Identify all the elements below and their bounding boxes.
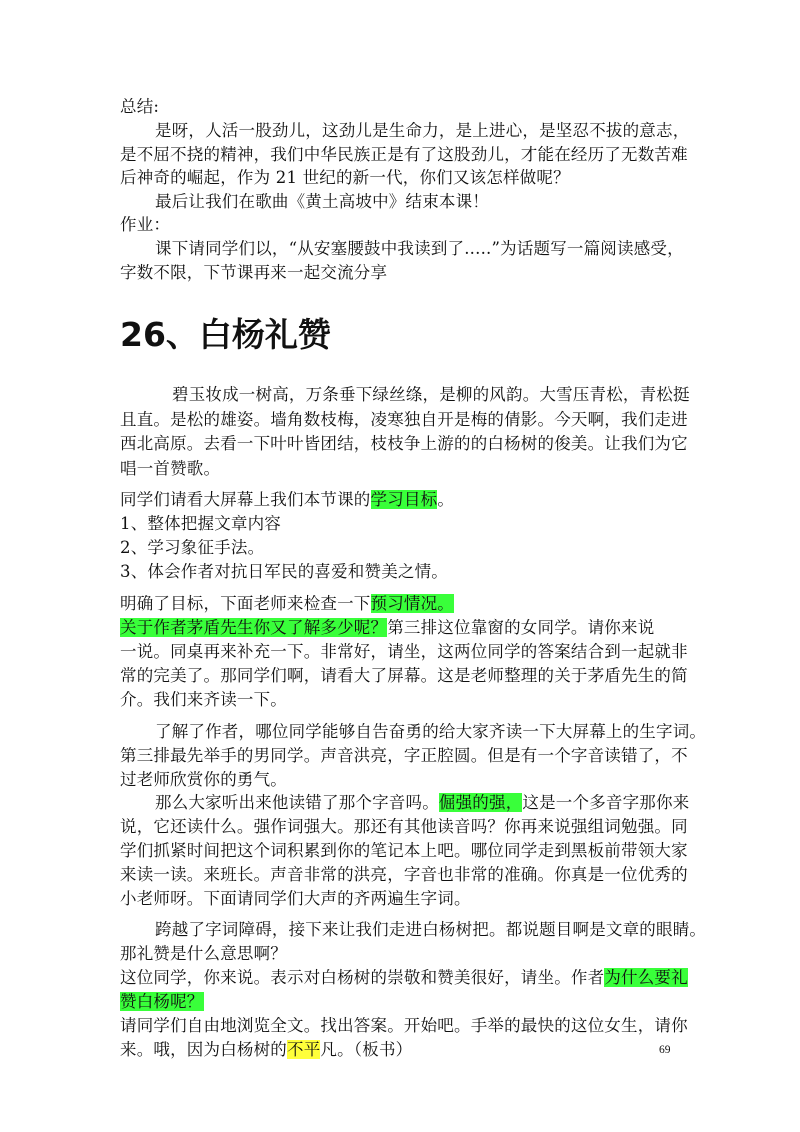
answer-line — [120, 966, 688, 990]
summary-line: 是不屈不挠的精神，我们中华民族正是有了这股劲儿，才能在经历了无数苦难 — [120, 145, 688, 164]
highlight-extraordinary: 不平 — [287, 1040, 321, 1059]
author-line: 常的完美了。那同学们啊，请看大了屏幕。这是老师整理的关于茅盾先生的简 — [120, 666, 688, 685]
reading-line: 来读一读。来班长。声音非常的洪亮，字音也非常的准确。你真是一位优秀的 — [120, 865, 688, 884]
reading-line: 小老师呀。下面请同学们大声的齐两遍生字词。 — [120, 889, 471, 908]
goals-intro-text: 同学们请看大屏幕上我们本节课的 — [120, 490, 371, 509]
cross-line: 跨越了字词障碍，接下来让我们走进白杨树把。都说题目啊是文章的眼睛。 — [155, 920, 707, 939]
reading-line: 说，它还读什么。强作词强大。那还有其他读音吗？你再来说强组词勉强。同 — [120, 817, 688, 836]
words-line: 第三排最先举手的男同学。声音洪亮，字正腔圆。但是有一个字音读错了，不 — [120, 746, 688, 765]
summary-heading: 总结: — [120, 97, 160, 116]
homework-heading: 作业： — [120, 215, 171, 234]
author-question-text: 第三排这位靠窗的女同学。请你来说 — [387, 618, 655, 637]
read2-line — [120, 1038, 412, 1062]
goal-item: 2、学习象征手法。 — [120, 538, 265, 557]
intro-line: 唱一首赞歌。 — [120, 459, 221, 478]
reading-text: 那么大家听出来他读错了那个字音吗。 — [155, 793, 439, 812]
intro-line: 且直。是松的雄姿。墙角数枝梅，凌寒独自开是梅的倩影。今天啊，我们走进 — [120, 410, 688, 429]
cross-line: 那礼赞是什么意思啊？ — [120, 944, 287, 963]
lesson-title: 26、白杨礼赞 — [120, 315, 331, 354]
reading-text-end: 这是一个多音字那你来 — [522, 793, 690, 812]
summary-line: 最后让我们在歌曲《黄土高坡中》结束本课！ — [155, 192, 489, 211]
highlight-preview: 预习情况。 — [370, 594, 454, 613]
goals-intro — [120, 488, 454, 512]
goals-intro-end: 。 — [437, 490, 455, 509]
author-line: 一说。同桌再来补充一下。非常好，请坐，这两位同学的答案结合到一起就非 — [120, 642, 688, 661]
preview-text: 明确了目标，下面老师来检查一下 — [120, 594, 371, 613]
page-number: 69 — [659, 1044, 671, 1056]
answer-text: 这位同学，你来说。表示对白杨树的崇敬和赞美很好，请坐。作者 — [120, 968, 605, 987]
answer-line — [120, 990, 204, 1014]
highlight-author-question: 关于作者茅盾先生你又了解多少呢？ — [120, 618, 388, 637]
goal-item: 1、整体把握文章内容 — [120, 514, 281, 533]
intro-line: 西北高原。去看一下叶叶皆团结，枝枝争上游的的白杨树的俊美。让我们为它 — [120, 434, 688, 453]
read2-line: 请同学们自由地浏览全文。找出答案。开始吧。手举的最快的这位女生，请你 — [120, 1016, 688, 1035]
preview-line — [120, 592, 454, 616]
reading-line: 学们抓紧时间把这个词积累到你的笔记本上吧。哪位同学走到黑板前带领大家 — [120, 841, 688, 860]
read2-text: 来。哦，因为白杨树的 — [120, 1040, 287, 1059]
highlight-juejiang: 倔强的强， — [438, 793, 523, 812]
highlight-why-praise: 为什么要礼 — [604, 968, 688, 987]
summary-line: 是呀，人活一股劲儿，这劲儿是生命力，是上进心，是坚忍不拔的意志， — [155, 121, 690, 140]
author-line: 介。我们来齐读一下。 — [120, 690, 287, 709]
reading-line — [155, 791, 689, 815]
goal-item: 3、体会作者对抗日军民的喜爱和赞美之情。 — [120, 562, 448, 581]
author-question-line — [120, 616, 654, 640]
homework-line: 字数不限，下节课再来一起交流分享 — [120, 263, 388, 282]
summary-line: 后神奇的崛起，作为 21 世纪的新一代，你们又该怎样做呢？ — [120, 168, 570, 187]
intro-line: 碧玉妆成一树高，万条垂下绿丝绦，是柳的风韵。大雪压青松，青松挺 — [172, 385, 690, 404]
homework-line: 课下请同学们以，“从安塞腰鼓中我读到了.....”为话题写一篇阅读感受， — [155, 239, 684, 258]
words-line: 了解了作者，哪位同学能够自告奋勇的给大家齐读一下大屏幕上的生字词。 — [155, 722, 707, 741]
words-line: 过老师欣赏你的勇气。 — [120, 770, 287, 789]
highlight-why-praise-cont: 赞白杨呢？ — [120, 992, 204, 1011]
read2-text-end: 凡。（板书） — [320, 1040, 413, 1059]
highlight-learning-goals: 学习目标 — [370, 490, 438, 509]
